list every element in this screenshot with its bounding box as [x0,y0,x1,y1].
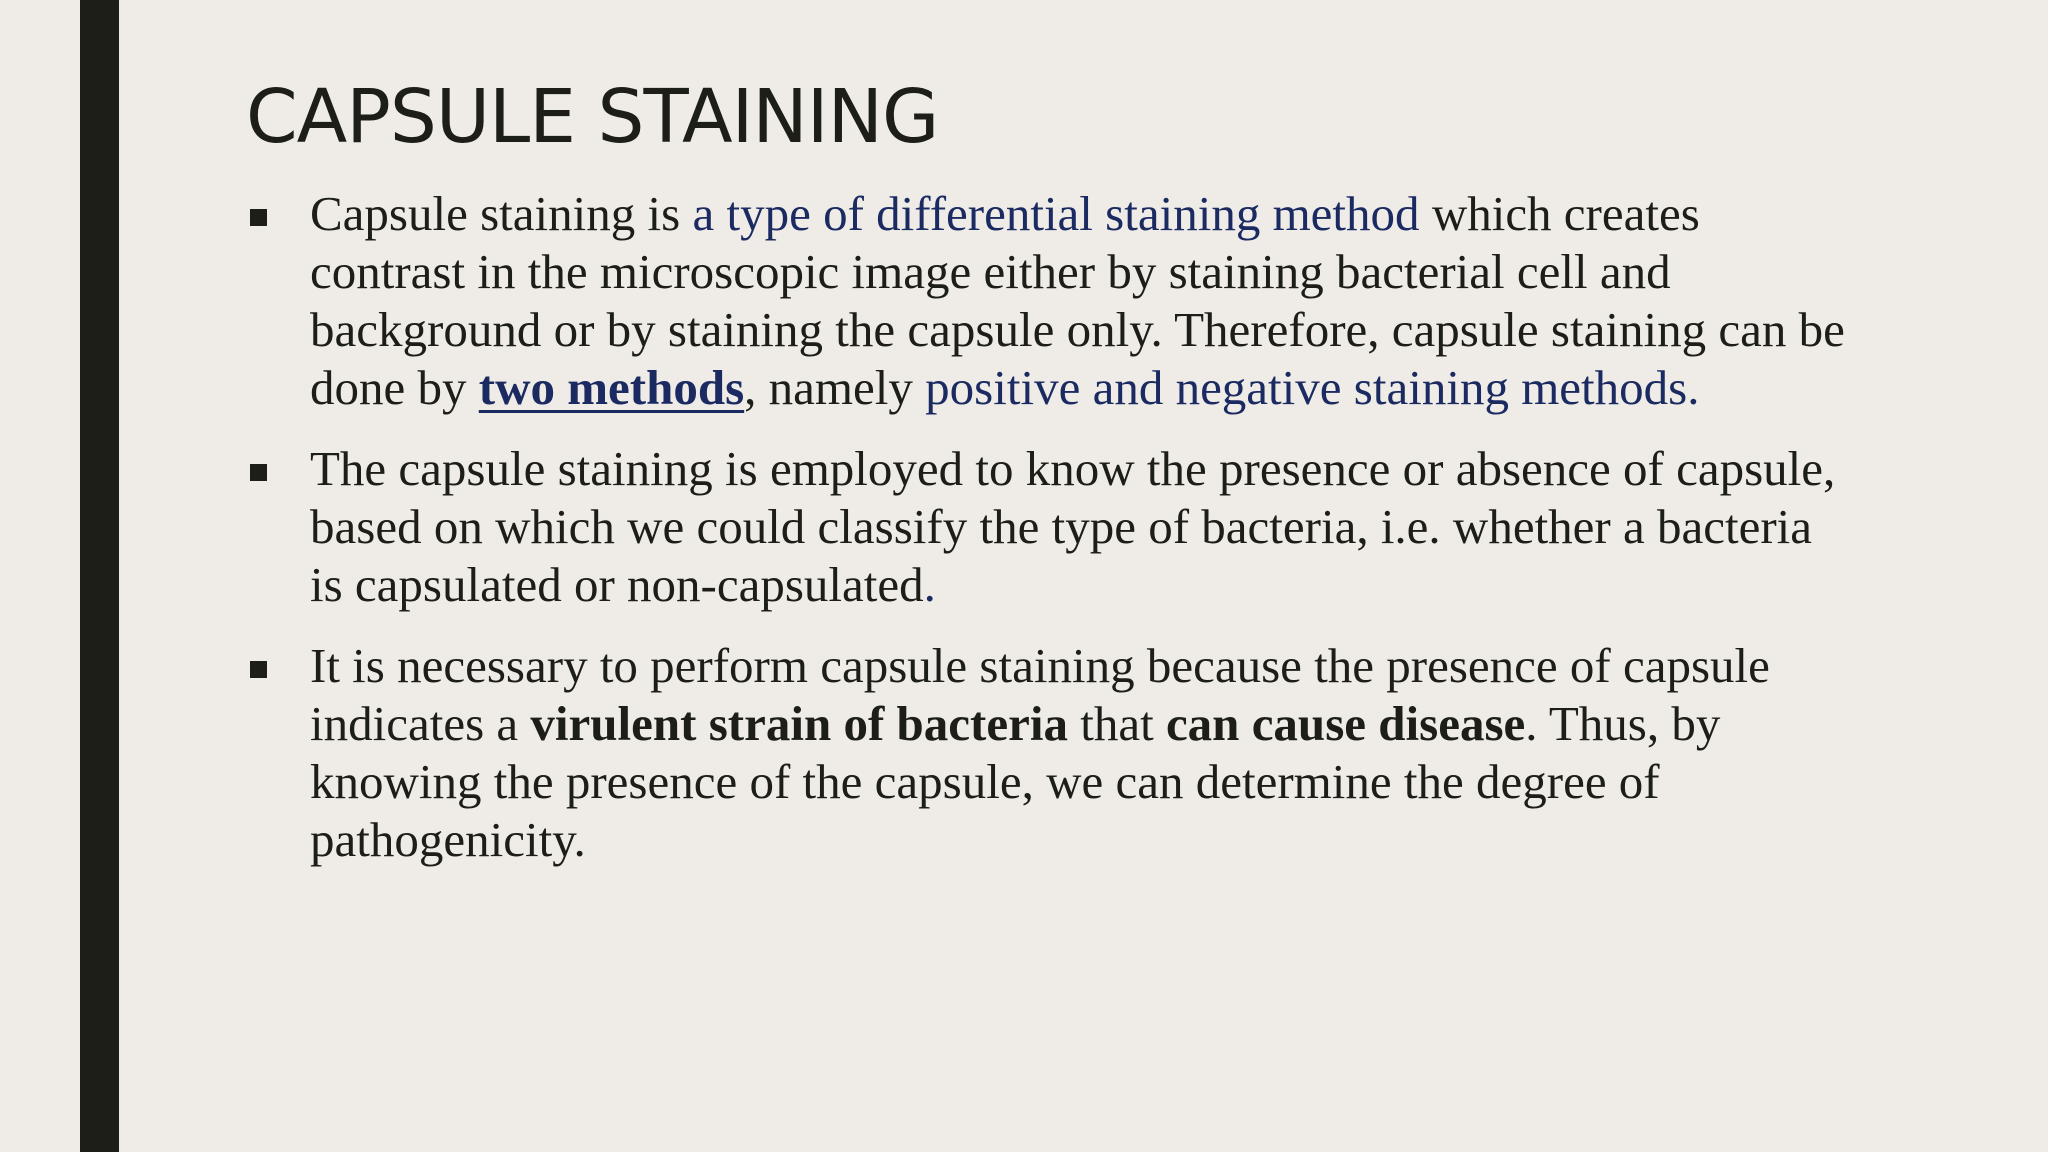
bullet-list [246,185,1846,869]
square-bullet-icon [250,209,267,226]
differential-staining-phrase: a type of differential staining method [692,186,1420,241]
bullet-item-2 [246,440,1846,614]
bullet-3-that: that [1067,696,1166,751]
bullet-1-text-cont: which creates contrast in the microscopic image either by staining bacterial cell and background or by staining the capsule only. Therefore, capsule staining can be done by [310,186,1845,415]
bullet-item-3 [246,637,1846,869]
bullet-3-text: It is necessary to perform capsule staining because the presence of capsule indicates a [310,638,1770,751]
bullet-item-1 [246,185,1846,417]
left-accent-bar [80,0,119,1152]
can-cause-disease-phrase: can cause disease [1165,696,1526,751]
virulent-strain-phrase: virulent strain of bacteria [530,696,1068,751]
staining-methods-phrase: positive and negative staining methods. [925,360,1700,415]
bullet-1-text: Capsule staining is [310,186,693,241]
bullet-1-text-namely: , namely [744,360,926,415]
slide-title: CAPSULE STAINING [246,74,939,160]
square-bullet-icon [250,464,267,481]
bullet-2-text: The capsule staining is employed to know the presence or absence of capsule, based on which we could classify the type of bacteria, i.e. whether a bacteria is capsulated or non-capsulated [310,441,1836,612]
bullet-2-period: . [923,557,936,612]
square-bullet-icon [250,661,267,678]
bullet-3-text-end: . Thus, by knowing the presence of the capsule, we can determine the degree of pathogenicity. [310,696,1721,867]
two-methods-link[interactable]: two methods [478,360,745,415]
